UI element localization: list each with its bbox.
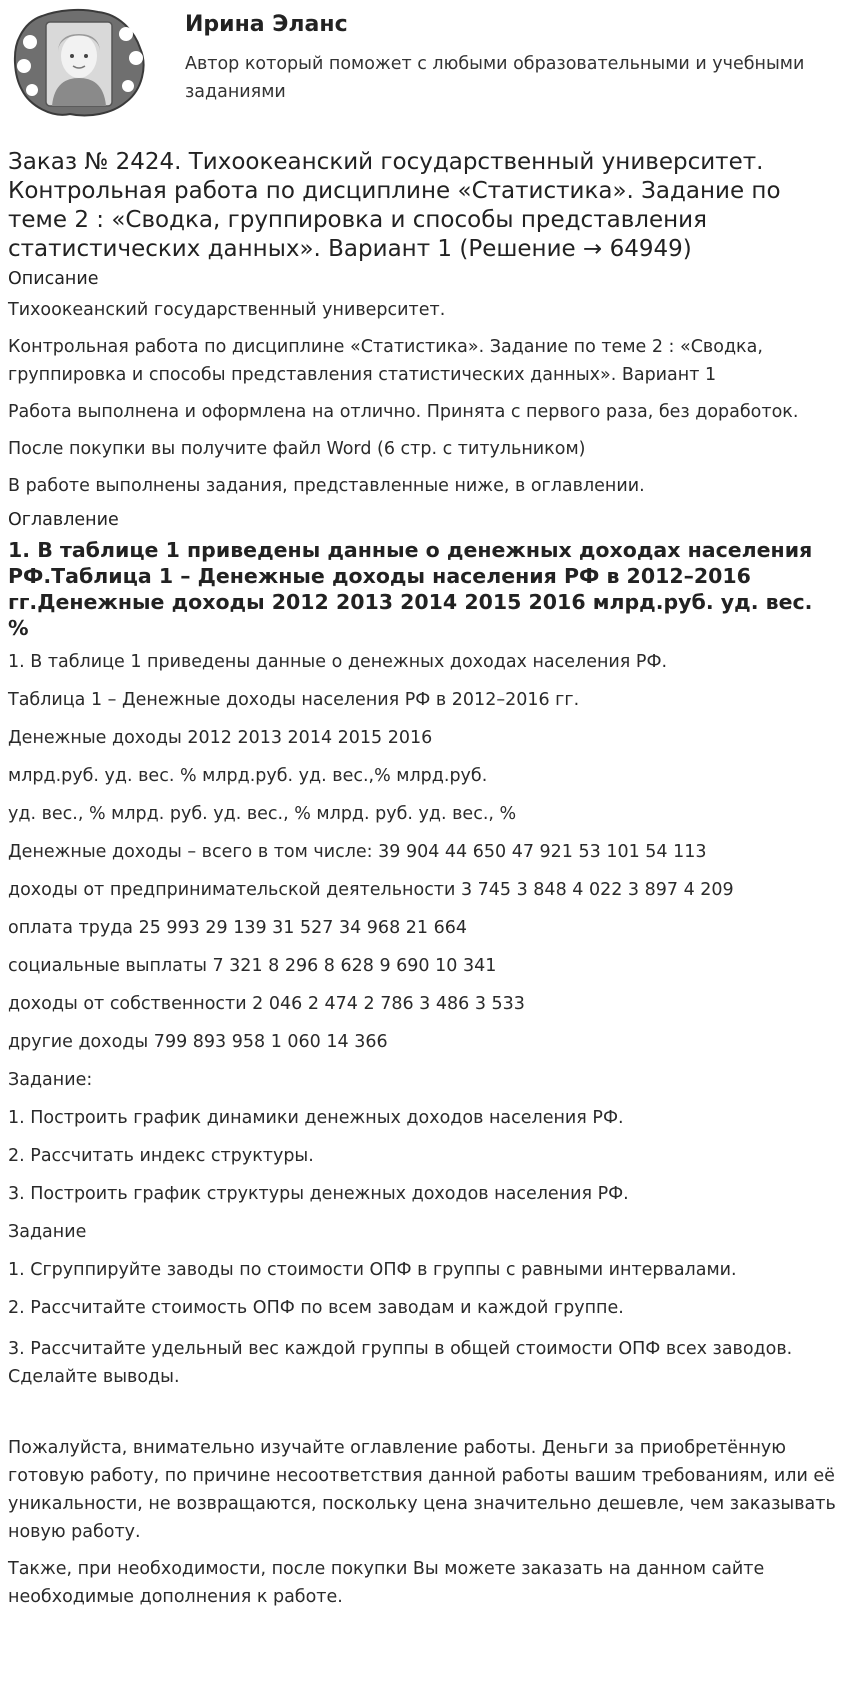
author-header: [0, 0, 847, 130]
toc-line: Денежные доходы 2012 2013 2014 2015 2016: [8, 728, 433, 748]
toc-line: Задание: [8, 1222, 87, 1242]
toc-line: млрд.руб. уд. вес. % млрд.руб. уд. вес.,% млрд.руб.: [8, 766, 488, 786]
toc-line: 2. Рассчитать индекс структуры.: [8, 1146, 314, 1166]
order-content: [8, 148, 840, 1620]
toc-line: 3. Построить график структуры денежных доходов населения РФ.: [8, 1184, 629, 1204]
toc-last-line: 3. Рассчитайте удельный вес каждой группы в общей стоимости ОПФ всех заводов. Сделайте выводы.: [8, 1339, 793, 1387]
toc-line: 2. Рассчитайте стоимость ОПФ по всем заводам и каждой группе.: [8, 1298, 624, 1318]
author-description: Автор который поможет с любыми образовательными и учебными заданиями: [185, 54, 805, 102]
toc-line: Таблица 1 – Денежные доходы населения РФ в 2012–2016 гг.: [8, 690, 580, 710]
description-label: Описание: [8, 269, 99, 289]
toc-heading: 1. В таблице 1 приведены данные о денежных доходах населения РФ.Таблица 1 – Денежные доходы населения РФ в 2012–2016 гг.Денежные доходы 2012 2013 2014 2015 2016 млрд.руб. уд. вес. %: [8, 538, 813, 640]
order-title: Заказ № 2424. Тихоокеанский государственный университет. Контрольная работа по дисциплине «Статистика». Задание по теме 2 : «Сводка, группировка и способы представления статистических данных». Вариант 1 (Решение → 64949): [8, 149, 781, 262]
toc-line: 1. Сгруппируйте заводы по стоимости ОПФ в группы с равными интервалами.: [8, 1260, 737, 1280]
description-paragraph: Тихоокеанский государственный университет.: [8, 300, 446, 320]
film-reel-icon: [8, 6, 150, 122]
description-paragraph: В работе выполнены задания, представленные ниже, в оглавлении.: [8, 476, 645, 496]
author-name[interactable]: Ирина Эланс: [185, 12, 348, 37]
toc-line: Задание:: [8, 1070, 93, 1090]
toc-line: доходы от собственности 2 046 2 474 2 786 3 486 3 533: [8, 994, 525, 1014]
toc-line: социальные выплаты 7 321 8 296 8 628 9 690 10 341: [8, 956, 497, 976]
description-paragraph: Работа выполнена и оформлена на отлично. Принята с первого раза, без доработок.: [8, 402, 799, 422]
notice-paragraph: Пожалуйста, внимательно изучайте оглавление работы. Деньги за приобретённую готовую работу, по причине несоответствия данной работы вашим требованиям, или её уникальности, не возвращаются, поскольку цена значительно дешевле, чем заказывать новую работу.: [8, 1438, 836, 1542]
description-paragraph: После покупки вы получите файл Word (6 стр. с титульником): [8, 439, 586, 459]
toc-label: Оглавление: [8, 510, 119, 530]
toc-line: доходы от предпринимательской деятельности 3 745 3 848 4 022 3 897 4 209: [8, 880, 734, 900]
toc-line: уд. вес., % млрд. руб. уд. вес., % млрд. руб. уд. вес., %: [8, 804, 517, 824]
toc-line: оплата труда 25 993 29 139 31 527 34 968 21 664: [8, 918, 467, 938]
toc-line: Денежные доходы – всего в том числе: 39 904 44 650 47 921 53 101 54 113: [8, 842, 707, 862]
notice-paragraph: Также, при необходимости, после покупки Вы можете заказать на данном сайте необходимые дополнения к работе.: [8, 1559, 765, 1607]
description-paragraph: Контрольная работа по дисциплине «Статистика». Задание по теме 2 : «Сводка, группировка и способы представления статистических данных». Вариант 1: [8, 337, 763, 385]
author-avatar[interactable]: [8, 6, 150, 122]
toc-line: 1. Построить график динамики денежных доходов населения РФ.: [8, 1108, 624, 1128]
toc-line: 1. В таблице 1 приведены данные о денежных доходах населения РФ.: [8, 652, 668, 672]
toc-line: другие доходы 799 893 958 1 060 14 366: [8, 1032, 388, 1052]
section-spacer: [8, 1400, 840, 1434]
